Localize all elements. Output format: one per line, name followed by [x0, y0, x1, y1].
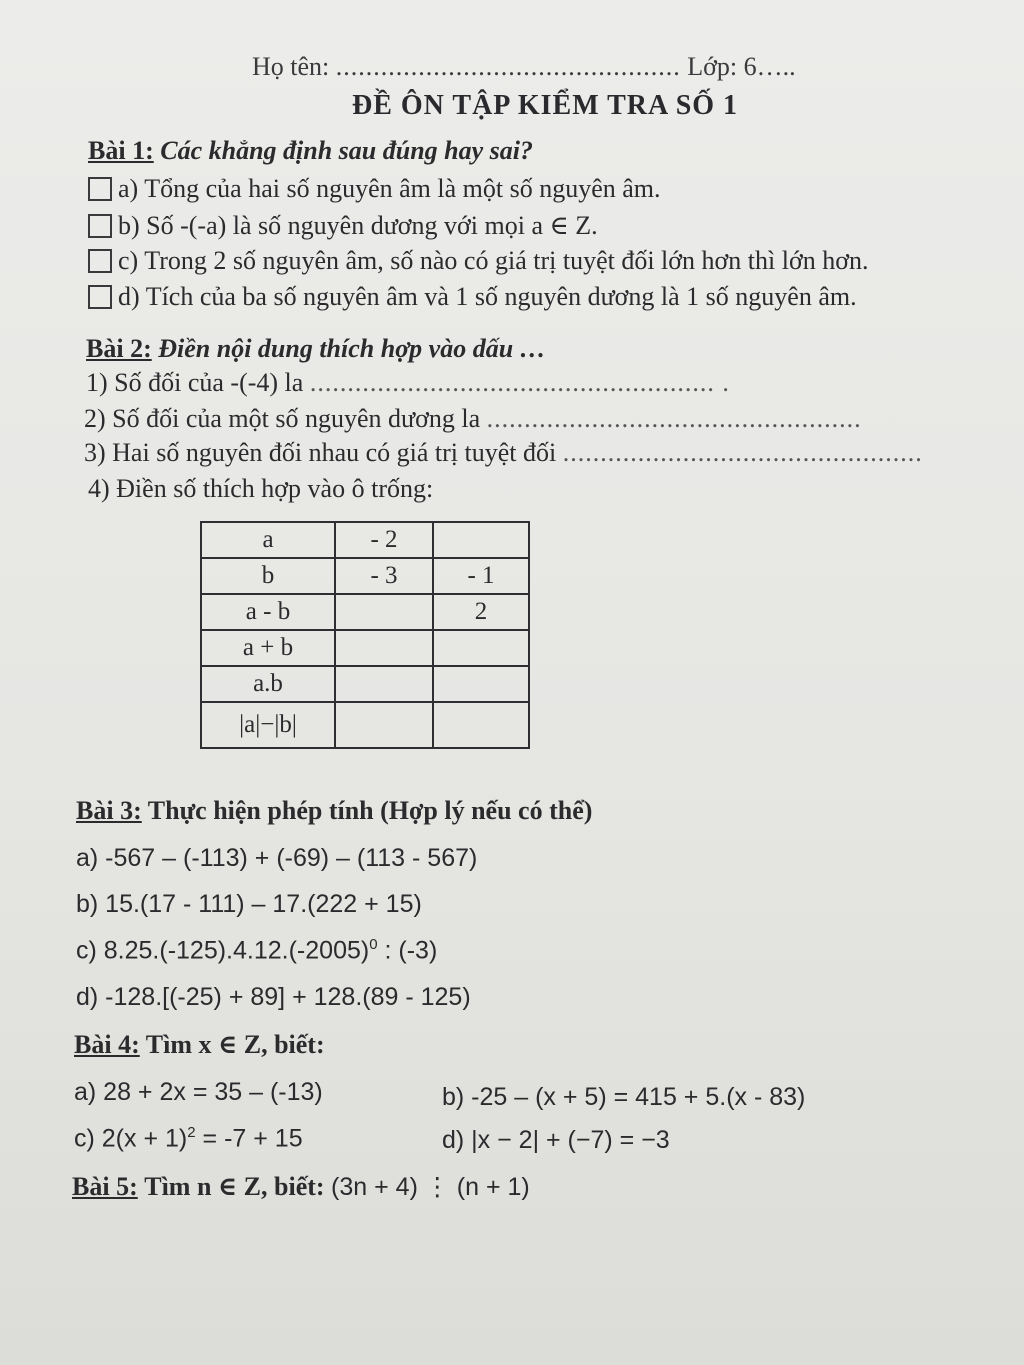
table-cell: - 3	[335, 558, 433, 594]
exercise-1-label: Bài 1:	[88, 136, 154, 165]
equation-d: d) |x − 2| + (−7) = −3	[442, 1126, 670, 1154]
name-blank[interactable]: ..............................................	[335, 52, 681, 81]
statement-c	[88, 246, 868, 276]
table-row	[201, 594, 529, 630]
calc-c-base: c) 8.25.(-125).4.12.(-2005)	[76, 936, 370, 965]
statement-d-text: d) Tích của ba số nguyên âm và 1 số nguyên dương là 1 số nguyên âm.	[118, 282, 857, 311]
calc-a: a) -567 – (-113) + (-69) – (113 - 567)	[76, 844, 478, 872]
calc-b: b) 15.(17 - 111) – 17.(222 + 15)	[76, 890, 422, 918]
table-cell: a + b	[201, 630, 335, 666]
table-cell[interactable]	[433, 630, 529, 666]
table-cell: a - b	[201, 594, 335, 630]
table-row	[201, 666, 529, 702]
fill-blank-2[interactable]: ..................................................	[486, 404, 862, 433]
statement-d	[88, 282, 857, 312]
fill-item-1-text: 1) Số đối của -(-4) la	[86, 368, 304, 397]
fill-blank-1[interactable]: ...................................................... .	[309, 368, 730, 397]
exercise-5-heading	[72, 1172, 530, 1202]
table-cell: b	[201, 558, 335, 594]
table-cell[interactable]	[433, 666, 529, 702]
exercise-1-prompt: Các khẳng định sau đúng hay sai?	[160, 136, 534, 165]
exercise-3-prompt: Thực hiện phép tính (Hợp lý nếu có thể)	[147, 796, 593, 825]
statement-a-text: a) Tổng của hai số nguyên âm là một số nguyên âm.	[118, 174, 661, 203]
table-row	[201, 522, 529, 558]
table-cell[interactable]	[433, 522, 529, 558]
name-label: Họ tên:	[252, 52, 330, 81]
exercise-4-label: Bài 4:	[74, 1030, 140, 1059]
calc-d: d) -128.[(-25) + 89] + 128.(89 - 125)	[76, 983, 471, 1011]
fill-item-1	[86, 368, 730, 398]
table-cell[interactable]	[433, 702, 529, 748]
calc-c-exponent: 0	[369, 936, 378, 953]
equation-c	[74, 1124, 303, 1153]
fill-item-3	[84, 438, 923, 468]
table-cell: - 1	[433, 558, 529, 594]
equation-a: a) 28 + 2x = 35 – (-13)	[74, 1078, 323, 1106]
exercise-2-label: Bài 2:	[86, 334, 152, 363]
statement-c-text: c) Trong 2 số nguyên âm, số nào có giá trị tuyệt đối lớn hơn thì lớn hơn.	[118, 246, 869, 275]
table-cell: a.b	[201, 666, 335, 702]
exercise-1-heading	[88, 136, 533, 166]
exercise-4-prompt: Tìm x ∈ Z, biết:	[145, 1030, 325, 1059]
table-cell: |a|−|b|	[201, 702, 335, 748]
fill-item-3-text: 3) Hai số nguyên đối nhau có giá trị tuyệt đối	[84, 438, 557, 467]
checkbox-a[interactable]	[88, 177, 112, 201]
exercise-2-heading	[86, 334, 546, 364]
table-cell[interactable]	[335, 702, 433, 748]
exercise-5-expression: (3n + 4) ⋮ (n + 1)	[331, 1173, 530, 1201]
exercise-2-prompt: Điền nội dung thích hợp vào dấu …	[158, 334, 546, 363]
statement-a	[88, 174, 661, 204]
fill-item-4	[88, 474, 433, 504]
table-cell: - 2	[335, 522, 433, 558]
equation-c-base: c) 2(x + 1)	[74, 1124, 188, 1153]
page-title: ĐỀ ÔN TẬP KIỂM TRA SỐ 1	[352, 90, 739, 121]
fill-blank-3[interactable]: ................................................	[562, 438, 923, 467]
table-row	[201, 630, 529, 666]
table-row	[201, 558, 529, 594]
exercise-5-prompt: Tìm n ∈ Z, biết:	[144, 1172, 325, 1201]
calc-c-tail: : (-3)	[377, 936, 438, 965]
calc-c	[76, 936, 437, 965]
table-cell[interactable]	[335, 666, 433, 702]
equation-c-tail: = -7 + 15	[195, 1124, 303, 1153]
statement-b	[88, 211, 598, 241]
checkbox-c[interactable]	[88, 249, 112, 273]
student-info-line	[252, 52, 796, 82]
fill-item-2-text: 2) Số đối của một số nguyên dương la	[84, 404, 481, 433]
exercise-5-label: Bài 5:	[72, 1172, 138, 1201]
equation-c-exponent: 2	[187, 1124, 196, 1141]
table-cell: a	[201, 522, 335, 558]
table-cell[interactable]	[335, 594, 433, 630]
exercise-3-heading	[76, 796, 592, 826]
checkbox-d[interactable]	[88, 285, 112, 309]
exercise-4-heading	[74, 1030, 325, 1060]
checkbox-b[interactable]	[88, 214, 112, 238]
statement-b-text: b) Số -(-a) là số nguyên dương với mọi a ∈ Z.	[118, 211, 598, 240]
exercise-3-label: Bài 3:	[76, 796, 142, 825]
fill-item-2	[84, 404, 862, 434]
class-label: Lớp: 6…..	[687, 52, 796, 81]
table-cell[interactable]	[335, 630, 433, 666]
value-table	[200, 521, 530, 749]
equation-b: b) -25 – (x + 5) = 415 + 5.(x - 83)	[442, 1083, 806, 1111]
table-row	[201, 702, 529, 748]
table-cell: 2	[433, 594, 529, 630]
fill-item-4-text: 4) Điền số thích hợp vào ô trống:	[88, 474, 434, 503]
